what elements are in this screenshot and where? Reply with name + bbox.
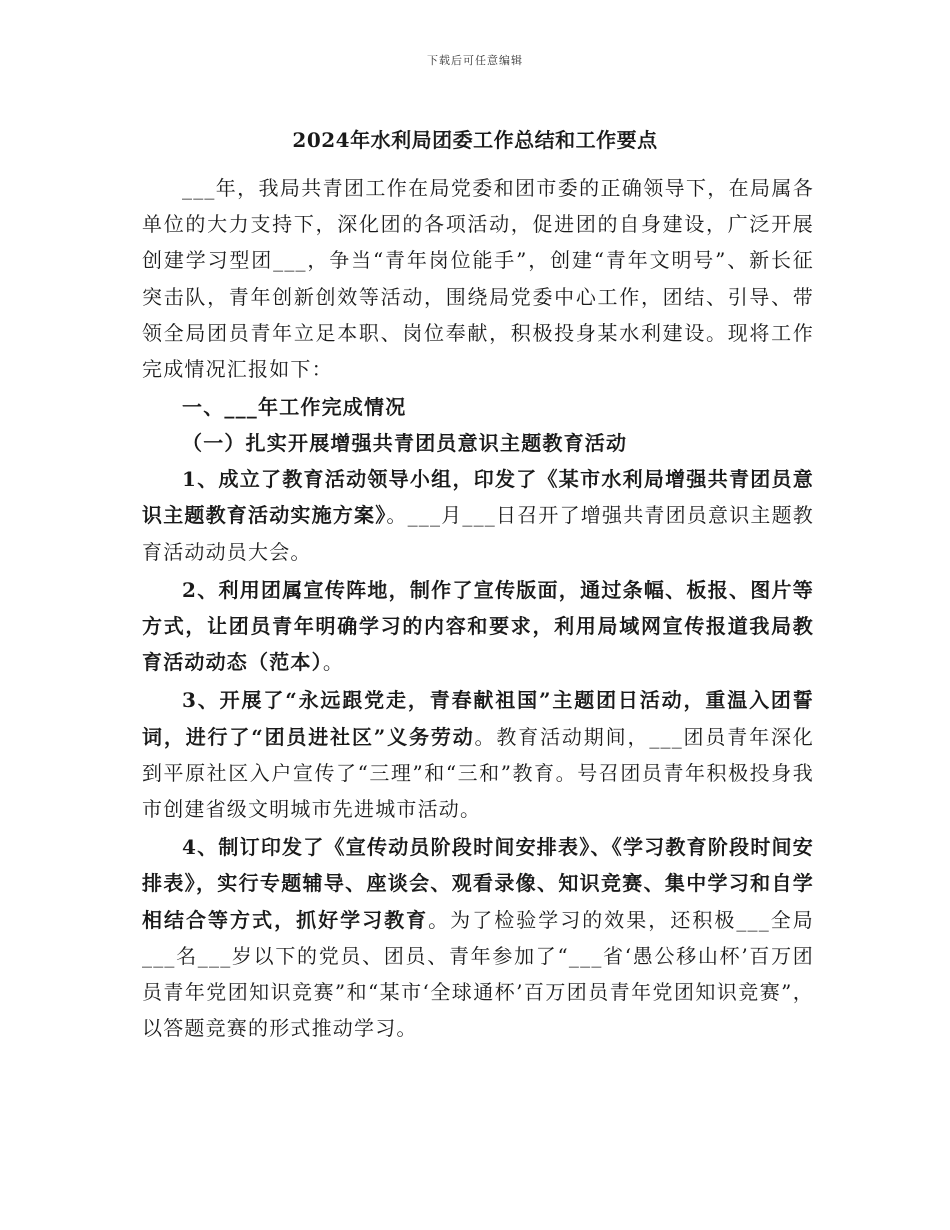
document-title: 2024年水利局团委工作总结和工作要点 — [292, 128, 658, 152]
item-normal-text: 。教育活动期间，___团员青年深化到平原社区入户宣传了“三理”和“三和”教育。号召团员青年积极投身我市创建省级文明城市先进城市活动。 — [142, 724, 814, 822]
list-item — [142, 572, 814, 681]
item-bold-text: 2、利用团属宣传阵地，制作了宣传版面，通过条幅、板报、图片等方式，让团员青年明确学习的内容和要求，利用局域网宣传报道我局教育活动动态（范本） — [142, 577, 814, 675]
item-bold-text: 3、开展了“永远跟党走，青春献祖国”主题团日活动，重温入团誓词，进行了“团员进社区”义务劳动 — [142, 688, 814, 749]
list-item — [142, 829, 814, 1046]
item-normal-text: 。 — [322, 650, 345, 675]
item-bold-text: 1、成立了教育活动领导小组，印发了《某市水利局增强共青团员意识主题教育活动实施方案》 — [142, 467, 814, 528]
item-normal-text: 。___月___日召开了增强共青团员意识主题教育活动动员大会。 — [142, 503, 815, 564]
section-heading: 一、___年工作完成情况 — [182, 395, 407, 420]
item-normal-text: 。为了检验学习的效果，还积极___全局___名___岁以下的党员、团员、青年参加了“___省‘愚公移山杯’百万团员青年党团知识竞赛”和“某市‘全球通杯’百万团员青年党团知识竞赛”，以答题竞赛的形式推动学习。 — [142, 907, 814, 1041]
list-item — [142, 461, 814, 570]
item-bold-text: 4、制订印发了《宣传动员阶段时间安排表》、《学习教育阶段时间安排表》，实行专题辅导、座谈会、观看录像、知识竞赛、集中学习和自学相结合等方式，抓好学习教育 — [142, 835, 814, 932]
intro-paragraph: ___年，我局共青团工作在局党委和团市委的正确领导下，在局属各单位的大力支持下，深化团的各项活动，促进团的自身建设，广泛开展创建学习型团___，争当“青年岗位能手”，创建“青年文明号”、新长征突击队，青年创新创效等活动，围绕局党委中心工作，团结、引导、带领全局团员青年立足本职、岗位奉献，积极投身某水利建设。现将工作完成情况汇报如下： — [142, 176, 814, 382]
header-note: 下载后可任意编辑 — [427, 54, 523, 67]
subsection-heading: （一）扎实开展增强共青团员意识主题教育活动 — [182, 431, 628, 456]
document-body — [142, 170, 814, 1048]
list-item — [142, 682, 814, 827]
